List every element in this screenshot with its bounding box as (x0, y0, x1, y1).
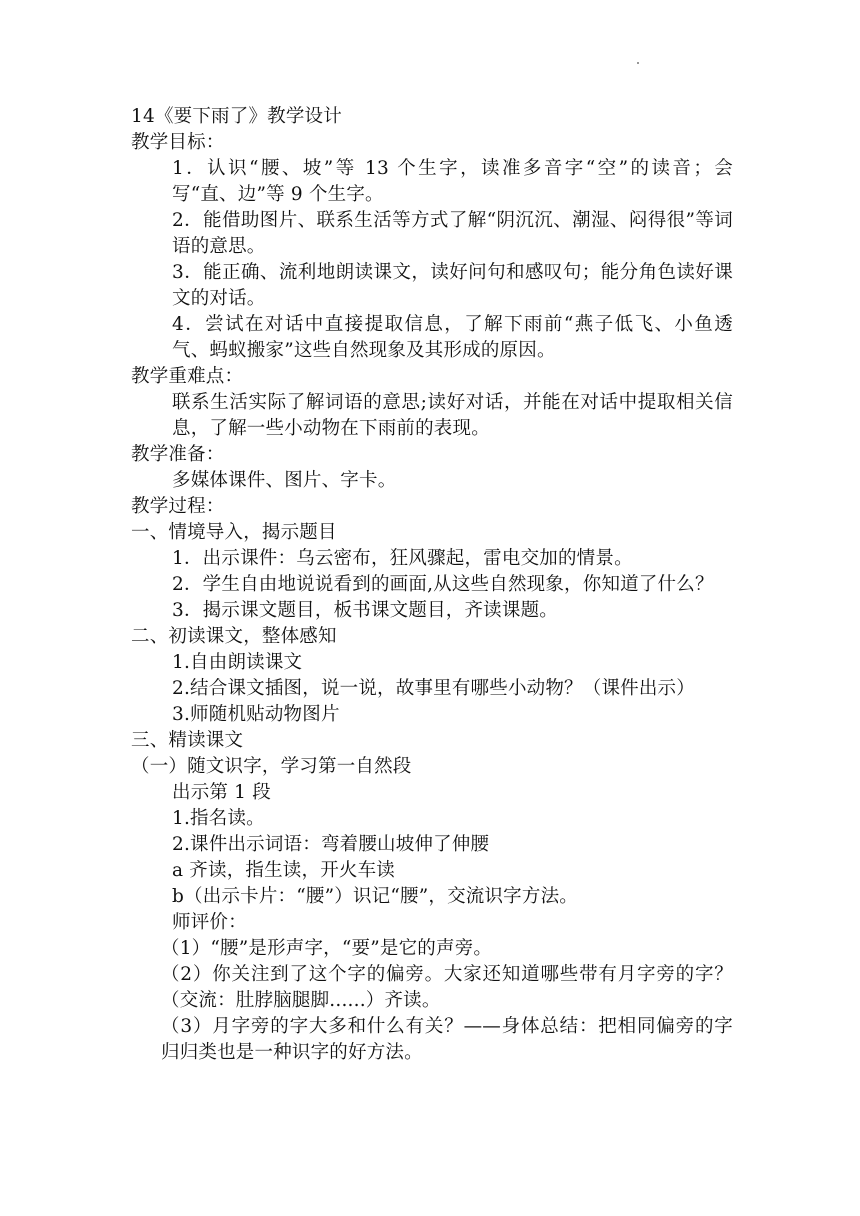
comment-item: （1）“腰”是形声字，“要”是它的声旁。 (161, 938, 493, 959)
subsection-line: 1.指名读。 (172, 808, 265, 829)
subsection-line: a 齐读，指生读，开火车读 (172, 860, 396, 881)
goal-item: 4．尝试在对话中直接提取信息，了解下雨前“燕子低飞、小鱼透气、蚂蚁搬家”这些自然现象及其形成的原因。 (172, 314, 733, 361)
comment-item: （2）你关注到了这个字的偏旁。大家还知道哪些带有月字旁的字？（交流：肚脖脑腿脚......）齐读。 (161, 964, 733, 1011)
section-item: 2．学生自由地说说看到的画面,从这些自然现象，你知道了什么？ (172, 574, 714, 595)
subsection-line: b（出示卡片：“腰”）识记“腰”，交流识字方法。 (172, 886, 578, 907)
document-title: 14《要下雨了》教学设计 (131, 106, 342, 127)
section-heading: 三、精读课文 (131, 730, 244, 751)
difficulty-heading: 教学重难点： (131, 366, 244, 387)
subsection-line: 师评价： (172, 912, 247, 933)
section-heading: 一、情境导入，揭示题目 (131, 522, 337, 543)
goal-item: 2．能借助图片、联系生活等方式了解“阴沉沉、潮湿、闷得很”等词语的意思。 (172, 210, 733, 257)
scan-dot (637, 62, 639, 64)
section-item: 3.师随机贴动物图片 (172, 704, 340, 725)
prep-text: 多媒体课件、图片、字卡。 (172, 470, 397, 491)
section-item: 1.自由朗读课文 (172, 652, 303, 673)
lesson-plan-body (131, 104, 733, 1066)
prep-heading: 教学准备： (131, 444, 225, 465)
section-item: 2.结合课文插图，说一说，故事里有哪些小动物？（课件出示） (172, 678, 695, 699)
subsection-heading: （一）随文识字，学习第一自然段 (131, 756, 412, 777)
comment-item: （3）月字旁的字大多和什么有关？——身体总结：把相同偏旁的字归归类也是一种识字的好方法。 (161, 1016, 733, 1063)
section-heading: 二、初读课文，整体感知 (131, 626, 337, 647)
section-item: 1．出示课件：乌云密布，狂风骤起，雷电交加的情景。 (172, 548, 633, 569)
section-item: 3．揭示课文题目，板书课文题目，齐读课题。 (172, 600, 558, 621)
goals-heading: 教学目标： (131, 132, 225, 153)
difficulty-text: 联系生活实际了解词语的意思;读好对话，并能在对话中提取相关信息，了解一些小动物在下雨前的表现。 (172, 392, 733, 439)
goal-item: 3．能正确、流利地朗读课文，读好问句和感叹句；能分角色读好课文的对话。 (172, 262, 733, 309)
subsection-line: 2.课件出示词语：弯着腰山坡伸了伸腰 (172, 834, 490, 855)
goal-item: 1．认识“腰、坡”等 13 个生字，读准多音字“空”的读音；会写“直、边”等 9 个生字。 (172, 158, 733, 205)
process-heading: 教学过程： (131, 496, 225, 517)
subsection-line: 出示第 1 段 (172, 782, 271, 803)
